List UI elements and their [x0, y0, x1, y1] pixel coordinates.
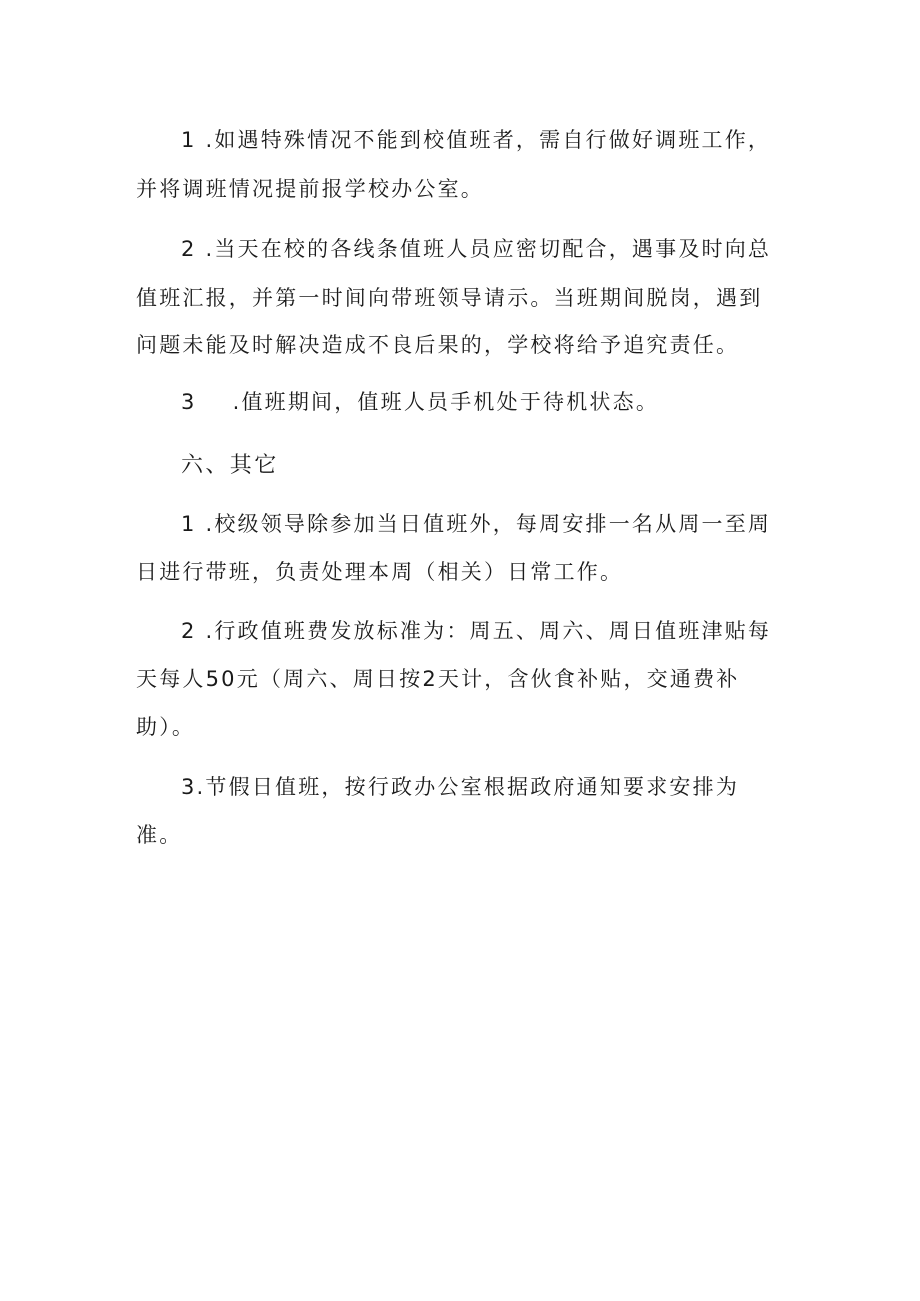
item-3-text-1: .值班期间，值班人员手机处于待机状态。 — [232, 390, 660, 414]
item-2-line-1 — [181, 235, 771, 263]
section-heading: 六、其它 — [181, 453, 279, 478]
item-1-number: 1 — [181, 128, 197, 152]
item-3-line-1 — [181, 388, 659, 416]
item-1-text-1: .如遇特殊情况不能到校值班者，需自行做好调班工作， — [205, 128, 772, 152]
other-item-1-line-1 — [181, 510, 771, 538]
item-2-line-2: 值班汇报，并第一时间向带班领导请示。当班期间脱岗，遇到 — [136, 286, 763, 310]
item-2-text-1: .当天在校的各线条值班人员应密切配合，遇事及时向总 — [205, 237, 772, 261]
other-item-2-line-3: 助）。 — [136, 715, 196, 739]
item-1-line-2: 并将调班情况提前报学校办公室。 — [136, 177, 484, 201]
other-item-1-number: 1 — [181, 512, 197, 536]
other-item-3-line-1: 3.节假日值班，按行政办公室根据政府通知要求安排为 — [181, 775, 740, 799]
other-item-1-line-2: 日进行带班，负责处理本周（相关）日常工作。 — [136, 560, 624, 584]
other-item-1-text-1: .校级领导除参加当日值班外，每周安排一名从周一至周 — [205, 512, 772, 536]
other-item-3-line-2: 准。 — [136, 823, 183, 847]
other-item-2-line-1 — [181, 617, 771, 645]
item-2-number: 2 — [181, 237, 197, 261]
other-item-2-line-2: 天每人50元（周六、周日按2天计，含伙食补贴，交通费补 — [136, 667, 740, 691]
other-item-2-text-1: .行政值班费发放标准为：周五、周六、周日值班津贴每 — [205, 619, 772, 643]
item-1-line-1 — [181, 126, 771, 154]
other-item-2-number: 2 — [181, 619, 197, 643]
item-3-number: 3 — [181, 390, 197, 414]
item-2-line-3: 问题未能及时解决造成不良后果的，学校将给予追究责任。 — [136, 333, 740, 357]
